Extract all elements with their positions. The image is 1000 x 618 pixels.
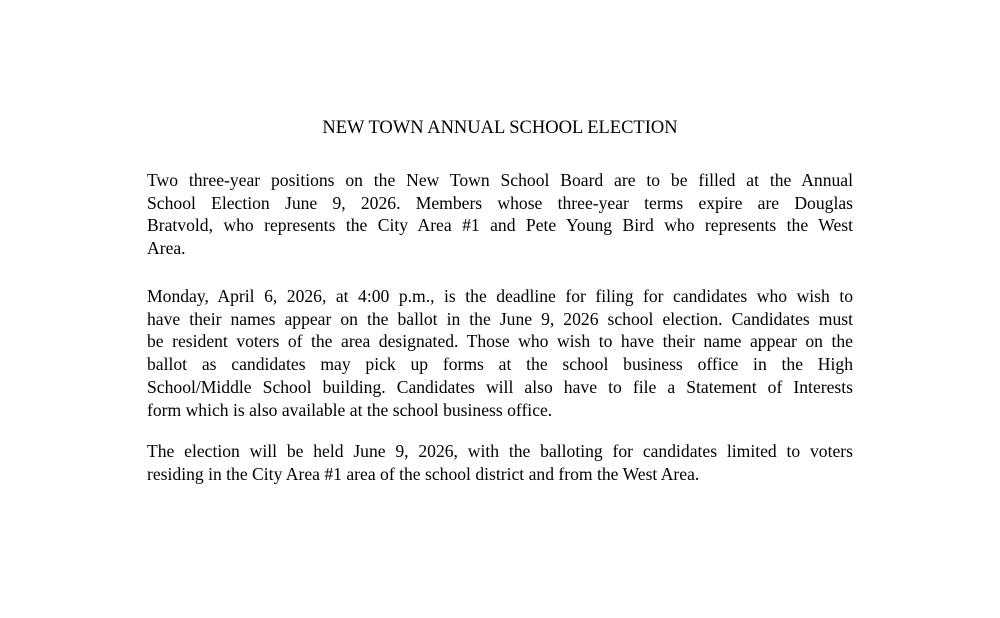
paragraph-election-details (147, 440, 853, 485)
text-line: have their names appear on the ballot in the June 9, 2026 school election. Candidates must (147, 308, 853, 329)
text-line: School/Middle School building. Candidates will also have to file a Statement of Interests (147, 376, 853, 397)
text-line: Bratvold, who represents the City Area #1 and Pete Young Bird who represents the West (147, 215, 853, 236)
text-line: be resident voters of the area designated. Those who wish to have their name appear on the (147, 331, 853, 352)
paragraph-positions (147, 169, 853, 260)
document-title: NEW TOWN ANNUAL SCHOOL ELECTION (322, 118, 678, 138)
text-line: ballot as candidates may pick up forms at the school business office in the High (147, 354, 853, 375)
text-line: Monday, April 6, 2026, at 4:00 p.m., is the deadline for filing for candidates who wish to (147, 286, 853, 306)
text-line: form which is also available at the school business office. (147, 399, 553, 420)
text-line: Two three-year positions on the New Town School Board are to be filled at the Annual (147, 170, 853, 190)
text-line: Area. (147, 238, 186, 259)
paragraph-filing-deadline (147, 285, 853, 421)
text-line: School Election June 9, 2026. Members whose three-year terms expire are Douglas (147, 192, 853, 213)
text-line: The election will be held June 9, 2026, with the balloting for candidates limited to voters (147, 441, 853, 461)
text-line: residing in the City Area #1 area of the school district and from the West Area. (147, 463, 700, 484)
